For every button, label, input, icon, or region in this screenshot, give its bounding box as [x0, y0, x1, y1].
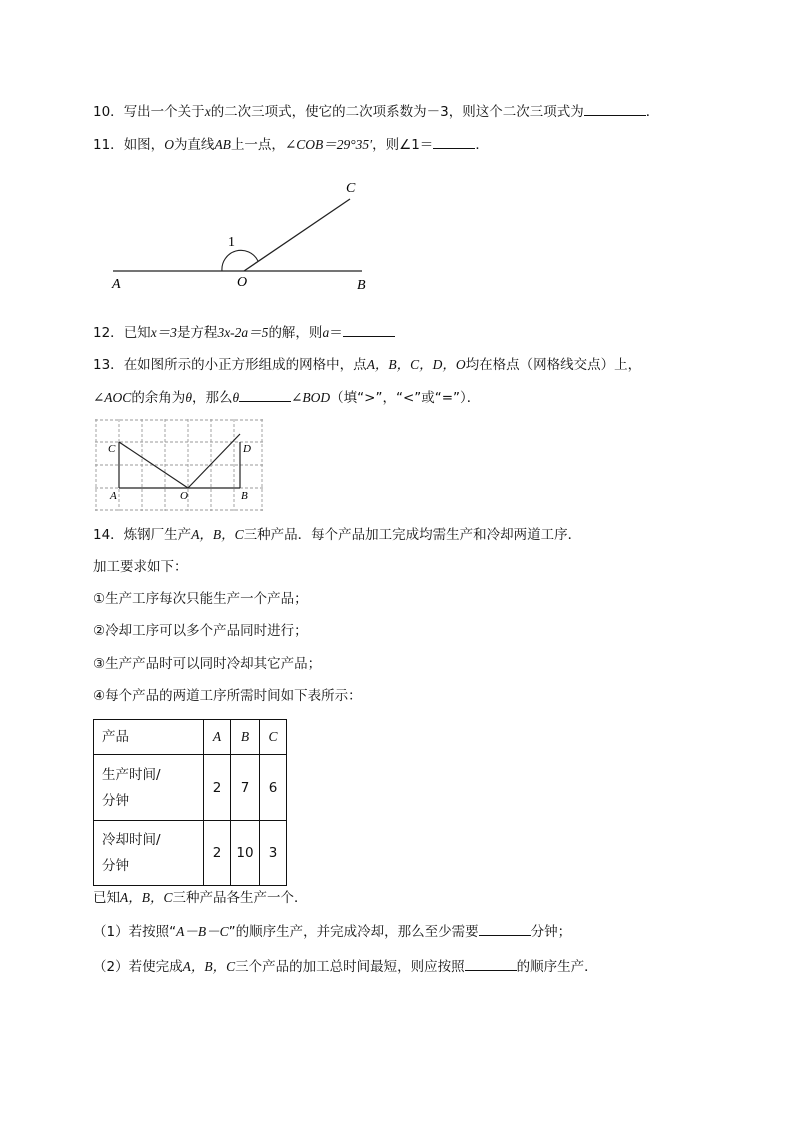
answer-blank[interactable]	[465, 956, 517, 971]
grid-lines	[95, 419, 263, 511]
answer-blank[interactable]	[584, 101, 646, 116]
point-a-label: A	[112, 277, 121, 292]
answer-blank[interactable]	[479, 921, 531, 936]
table-header-cell: A	[204, 720, 231, 755]
table-cell: 7	[231, 755, 260, 821]
point-d-label: D	[243, 443, 251, 455]
question-10: 10．写出一个关于x的二次三项式，使它的二次项系数为－3，则这个二次三项式为 ．	[93, 101, 659, 122]
question-number: 13．	[93, 357, 124, 373]
question-12: 12．已知x＝3是方程3x-2a＝5的解，则a＝	[93, 322, 395, 343]
question-14: 14．炼钢厂生产A，B，C三种产品．每个产品加工完成均需生产和冷却两道工序．	[93, 527, 582, 543]
point-o-label: O	[237, 275, 248, 290]
table-cell: 3	[260, 821, 287, 886]
grid-figure	[95, 419, 265, 511]
table-header-cell: C	[260, 720, 287, 755]
answer-blank[interactable]	[433, 134, 475, 149]
angle-1-label: 1	[228, 235, 235, 250]
table-row	[94, 755, 287, 821]
requirement-item: ④每个产品的两道工序所需时间如下表所示：	[93, 688, 362, 704]
point-b-label: B	[241, 490, 248, 502]
table-cell: 6	[260, 755, 287, 821]
table-cell: 2	[204, 821, 231, 886]
question-13: 13．在如图所示的小正方形组成的网格中，点A，B，C，D，O均在格点（网格线交点）上，	[93, 357, 642, 373]
question-14-given: 已知A，B，C三种产品各生产一个．	[93, 890, 308, 906]
point-o-label: O	[180, 490, 188, 502]
table-header-row	[94, 720, 287, 755]
table-cell: 10	[231, 821, 260, 886]
question-number: 14．	[93, 527, 124, 543]
table-row-label: 生产时间/ 分钟	[94, 755, 204, 821]
requirement-item: ③生产产品时可以同时冷却其它产品；	[93, 656, 322, 672]
table-cell: 2	[204, 755, 231, 821]
angle-figure	[100, 175, 390, 300]
question-number: 12．	[93, 325, 124, 341]
point-c-label: C	[108, 443, 116, 455]
question-number: 11．	[93, 137, 124, 153]
answer-blank[interactable]	[239, 387, 291, 402]
requirements-heading: 加工要求如下：	[93, 559, 188, 575]
table-row-label: 冷却时间/ 分钟	[94, 821, 204, 886]
table-row	[94, 821, 287, 886]
requirement-item: ②冷却工序可以多个产品同时进行；	[93, 623, 308, 639]
sub-question-2: （2）若使完成A，B，C三个产品的加工总时间最短，则应按照 的顺序生产．	[93, 956, 598, 977]
angle-1-arc	[222, 250, 258, 271]
question-13-line-2: ∠AOC的余角为θ，那么θ ∠BOD（填“>”，“<”或“=”）．	[93, 387, 480, 408]
ray-oc	[244, 199, 350, 271]
point-c-label: C	[346, 181, 356, 196]
requirement-item: ①生产工序每次只能生产一个产品；	[93, 591, 308, 607]
answer-blank[interactable]	[343, 322, 395, 337]
time-table	[93, 719, 287, 886]
question-11: 11．如图，O为直线AB上一点，∠COB＝29°35′，则∠1＝ ．	[93, 134, 489, 155]
table-header-cell: 产品	[94, 720, 204, 755]
table-header-cell: B	[231, 720, 260, 755]
sub-question-1: （1）若按照“A－B－C”的顺序生产，并完成冷却，那么至少需要 分钟；	[93, 921, 571, 942]
point-b-label: B	[357, 278, 366, 293]
question-number: 10．	[93, 104, 124, 120]
point-a-label: A	[110, 490, 117, 502]
